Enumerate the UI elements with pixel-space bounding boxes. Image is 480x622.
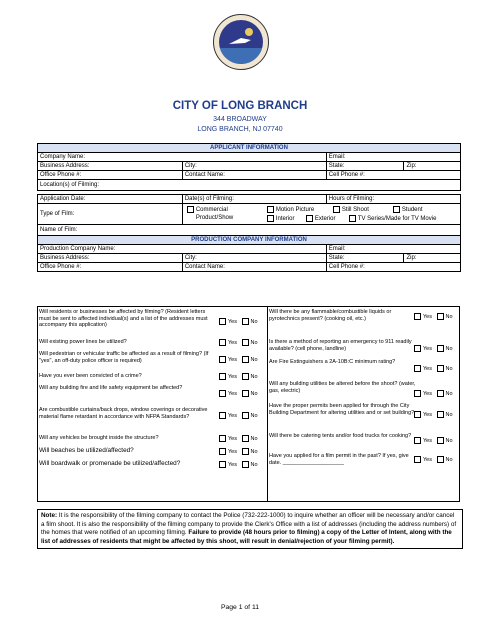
yes-label: Yes: [228, 318, 237, 325]
yes-label: Yes: [228, 356, 237, 363]
yes-label: Yes: [228, 412, 237, 419]
no-label: No: [445, 437, 453, 444]
no-checkbox[interactable]: [437, 411, 444, 418]
no-checkbox[interactable]: [437, 365, 444, 372]
yes-checkbox[interactable]: [219, 373, 226, 380]
question-right-3: Are Fire Extinguishers a 2A-10B:C minimum rating?: [269, 359, 396, 365]
yes-no-group-right-4: [414, 390, 453, 397]
office-phone-field[interactable]: Office Phone #:: [38, 171, 183, 180]
no-label: No: [445, 390, 453, 397]
yes-checkbox[interactable]: [414, 390, 421, 397]
yes-checkbox[interactable]: [414, 365, 421, 372]
no-label: No: [445, 365, 453, 372]
state-field[interactable]: State:: [326, 162, 404, 171]
no-checkbox[interactable]: [242, 318, 249, 325]
note-text: It is the responsibility of the filming company to contact the Police (732-222-1000) to inquire whether an officer will be necessary and/or cancel a film shoot. It is also the responsibility of the filming company to provide the Clerk's Office with a list of addresses (including the address numbers) of the homes that were notified of an upcoming filming.: [41, 512, 457, 537]
name-of-film-field[interactable]: Name of Film:: [38, 225, 461, 236]
yes-no-group-right-6: [414, 437, 453, 444]
application-date-field[interactable]: Application Date:: [38, 195, 183, 204]
no-checkbox[interactable]: [242, 356, 249, 363]
email-field[interactable]: Email:: [326, 153, 460, 162]
city-seal-logo: [213, 14, 269, 70]
yes-checkbox[interactable]: [219, 356, 226, 363]
yes-no-group-left-7: [219, 435, 258, 442]
no-checkbox[interactable]: [242, 461, 249, 468]
no-checkbox[interactable]: [437, 437, 444, 444]
no-label: No: [250, 339, 258, 346]
checkbox[interactable]: [393, 206, 400, 213]
yes-label: Yes: [423, 456, 432, 463]
note-warning: Failure to provide (48 hours prior to filming) a copy of the Letter of Intent, along with the list of addresses of residents that might be affected by this shoot, will result in denial/rejection of your filming permit).: [41, 529, 452, 545]
question-left-1: Will residents or businesses be affected by filming? (Resident letters must be sent to affected individual(s) and a list of the addresses must accompany this application): [39, 309, 208, 328]
yes-no-group-left-6: [219, 412, 258, 419]
question-right-1: Will there be any flammable/combustible liquids or pyrotechnics present? (cooking oil, etc.): [269, 309, 392, 322]
checkbox[interactable]: [349, 215, 356, 222]
question-left-2: Will existing power lines be utilized?: [39, 339, 127, 345]
yes-no-group-left-9: [219, 461, 258, 468]
no-label: No: [445, 411, 453, 418]
yes-no-group-right-1: [414, 313, 453, 320]
film-type-motion-picture[interactable]: Motion Picture: [267, 206, 314, 213]
yes-label: Yes: [423, 365, 432, 372]
production-section-header: PRODUCTION COMPANY INFORMATION: [38, 236, 461, 245]
production-contact-name-field[interactable]: Contact Name:: [182, 263, 326, 272]
yes-checkbox[interactable]: [219, 339, 226, 346]
yes-checkbox[interactable]: [414, 411, 421, 418]
city-field[interactable]: City:: [182, 162, 326, 171]
yes-no-group-left-1: [219, 318, 258, 325]
film-type-tv-series[interactable]: TV Series/Made for TV Movie: [349, 215, 437, 222]
seal-graphic: [219, 20, 263, 64]
production-state-field[interactable]: State:: [326, 254, 404, 263]
dates-filming-field[interactable]: Date(s) of Filming:: [182, 195, 326, 204]
question-right-6: Will there be catering tents and/or food trucks for cooking?: [269, 433, 412, 439]
business-address-field[interactable]: Business Address:: [38, 162, 183, 171]
no-checkbox[interactable]: [437, 345, 444, 352]
address-line-2: LONG BRANCH, NJ 07740: [197, 126, 283, 133]
yes-label: Yes: [228, 435, 237, 442]
applicant-table: [37, 143, 461, 272]
yes-no-group-right-7: [414, 456, 453, 463]
yes-checkbox[interactable]: [219, 435, 226, 442]
yes-checkbox[interactable]: [414, 437, 421, 444]
yes-label: Yes: [228, 339, 237, 346]
no-label: No: [250, 461, 258, 468]
yes-checkbox[interactable]: [219, 390, 226, 397]
type-of-film-label: Type of Film:: [38, 204, 183, 225]
no-checkbox[interactable]: [242, 339, 249, 346]
film-type-still-shoot[interactable]: Still Shoot: [333, 206, 369, 213]
hours-filming-field[interactable]: Hours of Filming:: [326, 195, 460, 204]
question-right-4: Will any building utilities be altered before the shoot? (water, gas, electric): [269, 381, 416, 394]
no-label: No: [250, 373, 258, 380]
yes-label: Yes: [423, 390, 432, 397]
question-right-2: Is there a method of reporting an emergency to 911 readily available? (cell phone, landline): [269, 339, 412, 352]
no-label: No: [445, 456, 453, 463]
yes-checkbox[interactable]: [219, 412, 226, 419]
cell-phone-field[interactable]: Cell Phone #:: [326, 171, 460, 180]
address-line-1: 344 BROADWAY: [213, 116, 267, 123]
yes-checkbox[interactable]: [219, 461, 226, 468]
question-left-6: Are combustible curtains/back drops, window coverings or decorative material flame retardant in accordance with NFPA Standards?: [39, 407, 208, 420]
yes-checkbox[interactable]: [219, 318, 226, 325]
note-box: [37, 509, 463, 549]
yes-label: Yes: [423, 437, 432, 444]
question-right-7: Have you applied for a film permit in the past? If yes, give date. ____________________: [269, 453, 409, 466]
production-email-field[interactable]: Email:: [326, 245, 460, 254]
locations-field[interactable]: Location(s) of Filming:: [38, 180, 461, 191]
note-label: Note:: [41, 512, 58, 519]
no-label: No: [250, 390, 258, 397]
production-cell-phone-field[interactable]: Cell Phone #:: [326, 263, 460, 272]
question-left-5: Will any building fire and life safety equipment be affected?: [39, 385, 183, 391]
yes-label: Yes: [423, 411, 432, 418]
no-label: No: [250, 318, 258, 325]
checkbox[interactable]: [267, 215, 274, 222]
production-business-address-field[interactable]: Business Address:: [38, 254, 183, 263]
zip-field[interactable]: Zip:: [404, 162, 461, 171]
question-left-7: Will any vehicles be brought inside the structure?: [39, 435, 159, 441]
yes-checkbox[interactable]: [219, 448, 226, 455]
yes-checkbox[interactable]: [414, 345, 421, 352]
yes-no-group-left-2: [219, 339, 258, 346]
film-type-exterior[interactable]: Exterior: [306, 215, 336, 222]
no-label: No: [445, 313, 453, 320]
question-right-5: Have the proper permits been applied for through the City Building Department for altering utilities and or set building?: [269, 403, 415, 416]
no-label: No: [250, 448, 258, 455]
yes-no-group-right-2: [414, 345, 453, 352]
checkbox[interactable]: [187, 206, 194, 213]
film-type-options: [182, 204, 460, 225]
city-title: CITY OF LONG BRANCH: [172, 100, 308, 112]
applicant-section-header: APPLICANT INFORMATION: [38, 144, 461, 153]
no-label: No: [250, 412, 258, 419]
question-left-3: Will pedestrian or vehicular traffic be affected as a result of filming? (If "yes", an off-duty police officer is required): [39, 351, 209, 364]
yes-checkbox[interactable]: [414, 313, 421, 320]
no-checkbox[interactable]: [242, 448, 249, 455]
checkbox[interactable]: [267, 206, 274, 213]
production-office-phone-field[interactable]: Office Phone #:: [38, 263, 183, 272]
film-type-product-show: Product/Show: [195, 215, 234, 221]
yes-label: Yes: [228, 390, 237, 397]
yes-label: Yes: [423, 345, 432, 352]
no-checkbox[interactable]: [242, 435, 249, 442]
yes-no-group-left-8: [219, 448, 258, 455]
no-label: No: [250, 435, 258, 442]
no-checkbox[interactable]: [437, 313, 444, 320]
no-checkbox[interactable]: [437, 390, 444, 397]
production-city-field[interactable]: City:: [182, 254, 326, 263]
film-type-student[interactable]: Student: [393, 206, 423, 213]
yes-label: Yes: [228, 373, 237, 380]
no-checkbox[interactable]: [242, 373, 249, 380]
no-checkbox[interactable]: [242, 390, 249, 397]
yes-no-group-right-3: [414, 365, 453, 372]
yes-no-group-left-5: [219, 390, 258, 397]
yes-label: Yes: [423, 313, 432, 320]
question-left-4: Have you ever been convicted of a crime?: [39, 373, 142, 379]
yes-checkbox[interactable]: [414, 456, 421, 463]
column-divider: [267, 307, 268, 501]
yes-label: Yes: [228, 448, 237, 455]
question-left-8: Will beaches be utilized/affected?: [39, 447, 134, 454]
film-type-commercial[interactable]: Commercial: [187, 206, 228, 213]
production-zip-field[interactable]: Zip:: [404, 254, 461, 263]
yes-label: Yes: [228, 461, 237, 468]
checkbox[interactable]: [333, 206, 340, 213]
seal-emblem: [219, 20, 263, 64]
yes-no-group-right-5: [414, 411, 453, 418]
film-type-interior[interactable]: Interior: [267, 215, 295, 222]
production-company-name-field[interactable]: Production Company Name:: [38, 245, 327, 254]
no-label: No: [445, 345, 453, 352]
yes-no-group-left-3: [219, 356, 258, 363]
question-left-9: Will boardwalk or promenade be utilized/affected?: [39, 460, 181, 467]
no-checkbox[interactable]: [437, 456, 444, 463]
no-label: No: [250, 356, 258, 363]
checkbox[interactable]: [306, 215, 313, 222]
page-number: Page 1 of 11: [220, 604, 260, 611]
company-name-field[interactable]: Company Name:: [38, 153, 327, 162]
yes-no-group-left-4: [219, 373, 258, 380]
contact-name-field[interactable]: Contact Name:: [182, 171, 326, 180]
no-checkbox[interactable]: [242, 412, 249, 419]
